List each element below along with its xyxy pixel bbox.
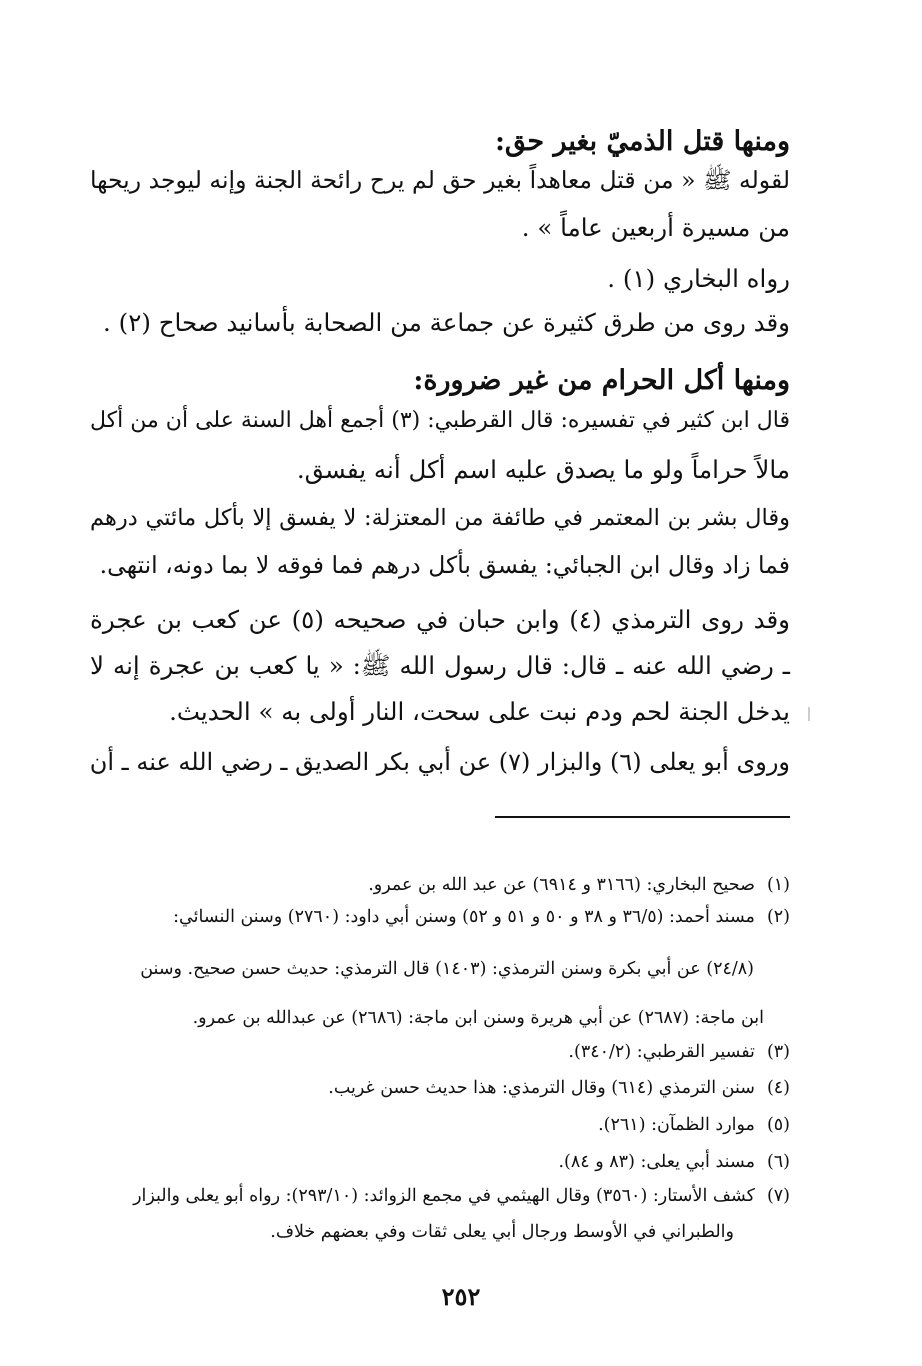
paragraph-line: ـ رضي الله عنه ـ قال: قال رسول الله ﷺ: « يا كعب بن عجرة إنه لا <box>90 651 790 680</box>
footnote-text: مسند أبي يعلى: (٨٣ و ٨٤). <box>558 1152 755 1172</box>
footnote-text: تفسير القرطبي: (٣٤٠/٢). <box>568 1042 755 1062</box>
paragraph-line: وقد روى الترمذي (٤) وابن حبان في صحيحه (٥) عن كعب بن عجرة <box>90 605 790 634</box>
paragraph-line: وقد روى من طرق كثيرة عن جماعة من الصحابة بأسانيد صحاح (٢) . <box>103 308 790 337</box>
paragraph-line: لقوله ﷺ « من قتل معاهداً بغير حق لم يرح رائحة الجنة وإنه ليوجد ريحها <box>90 166 790 194</box>
footnote-2-continuation: ابن ماجة: (٢٦٨٧) عن أبي هريرة وسنن ابن ماجة: (٢٦٨٦) عن عبدالله بن عمرو. <box>192 1008 764 1028</box>
paragraph-line: فما زاد وقال ابن الجبائي: يفسق بأكل درهم فما فوقه لا بما دونه، انتهى. <box>99 551 790 579</box>
footnote-number: (٤) <box>766 1078 790 1098</box>
footnote-7-continuation: والطبراني في الأوسط ورجال أبي يعلى ثقات وفي بعضهم خلاف. <box>270 1222 734 1242</box>
paragraph-line: وقال بشر بن المعتمر في طائفة من المعتزلة: لا يفسق إلا بأكل مائتي درهم <box>90 505 790 531</box>
footnote-number: (٥) <box>766 1115 790 1135</box>
footnote-text: موارد الظمآن: (٢٦١). <box>598 1115 755 1135</box>
footnote-number: (٢) <box>766 907 790 927</box>
footnote-1 <box>92 875 790 895</box>
section-heading-dhimmi: ومنها قتل الذميّ بغير حق: <box>494 126 790 157</box>
margin-mark <box>808 707 810 721</box>
footnote-2-continuation: (٢٤/٨) عن أبي بكرة وسنن الترمذي: (١٤٠٣) قال الترمذي: حديث حسن صحيح. وسنن <box>140 959 754 979</box>
footnote-text: كشف الأستار: (٣٥٦٠) وقال الهيثمي في مجمع الزوائد: (٢٩٣/١٠): رواه أبو يعلى والبزار <box>133 1186 755 1206</box>
section-heading-haram: ومنها أكل الحرام من غير ضرورة: <box>413 365 790 396</box>
footnote-text: سنن الترمذي (٦١٤) وقال الترمذي: هذا حديث حسن غريب. <box>328 1078 755 1098</box>
page-number: ٢٥٢ <box>441 1282 481 1311</box>
footnote-2 <box>92 907 790 927</box>
footnote-3 <box>92 1042 790 1062</box>
paragraph-line: وروى أبو يعلى (٦) والبزار (٧) عن أبي بكر الصديق ـ رضي الله عنه ـ أن <box>89 748 790 776</box>
footnote-7 <box>92 1186 790 1206</box>
footnote-divider <box>495 816 790 818</box>
footnote-text: صحيح البخاري: (٣١٦٦ و ٦٩١٤) عن عبد الله بن عمرو. <box>368 875 755 895</box>
footnote-text: مسند أحمد: (٣٦/٥ و ٣٨ و ٥٠ و ٥١ و ٥٢) وسنن أبي داود: (٢٧٦٠) وسنن النسائي: <box>173 907 755 927</box>
paragraph-line: رواه البخاري (١) . <box>607 264 790 293</box>
footnote-number: (٧) <box>766 1186 790 1206</box>
footnote-4 <box>92 1078 790 1098</box>
paragraph-line: مالاً حراماً ولو ما يصدق عليه اسم أكل أنه يفسق. <box>296 455 790 484</box>
paragraph-line: من مسيرة أربعين عاماً » . <box>521 213 790 242</box>
footnote-5 <box>92 1115 790 1135</box>
paragraph-line: قال ابن كثير في تفسيره: قال القرطبي: (٣) أجمع أهل السنة على أن من أكل <box>90 408 791 433</box>
footnote-6 <box>92 1152 790 1172</box>
paragraph-line: يدخل الجنة لحم ودم نبت على سحت، النار أولى به » الحديث. <box>169 697 790 726</box>
footnote-number: (٣) <box>766 1042 790 1062</box>
footnote-number: (١) <box>766 875 790 895</box>
footnote-number: (٦) <box>766 1152 790 1172</box>
